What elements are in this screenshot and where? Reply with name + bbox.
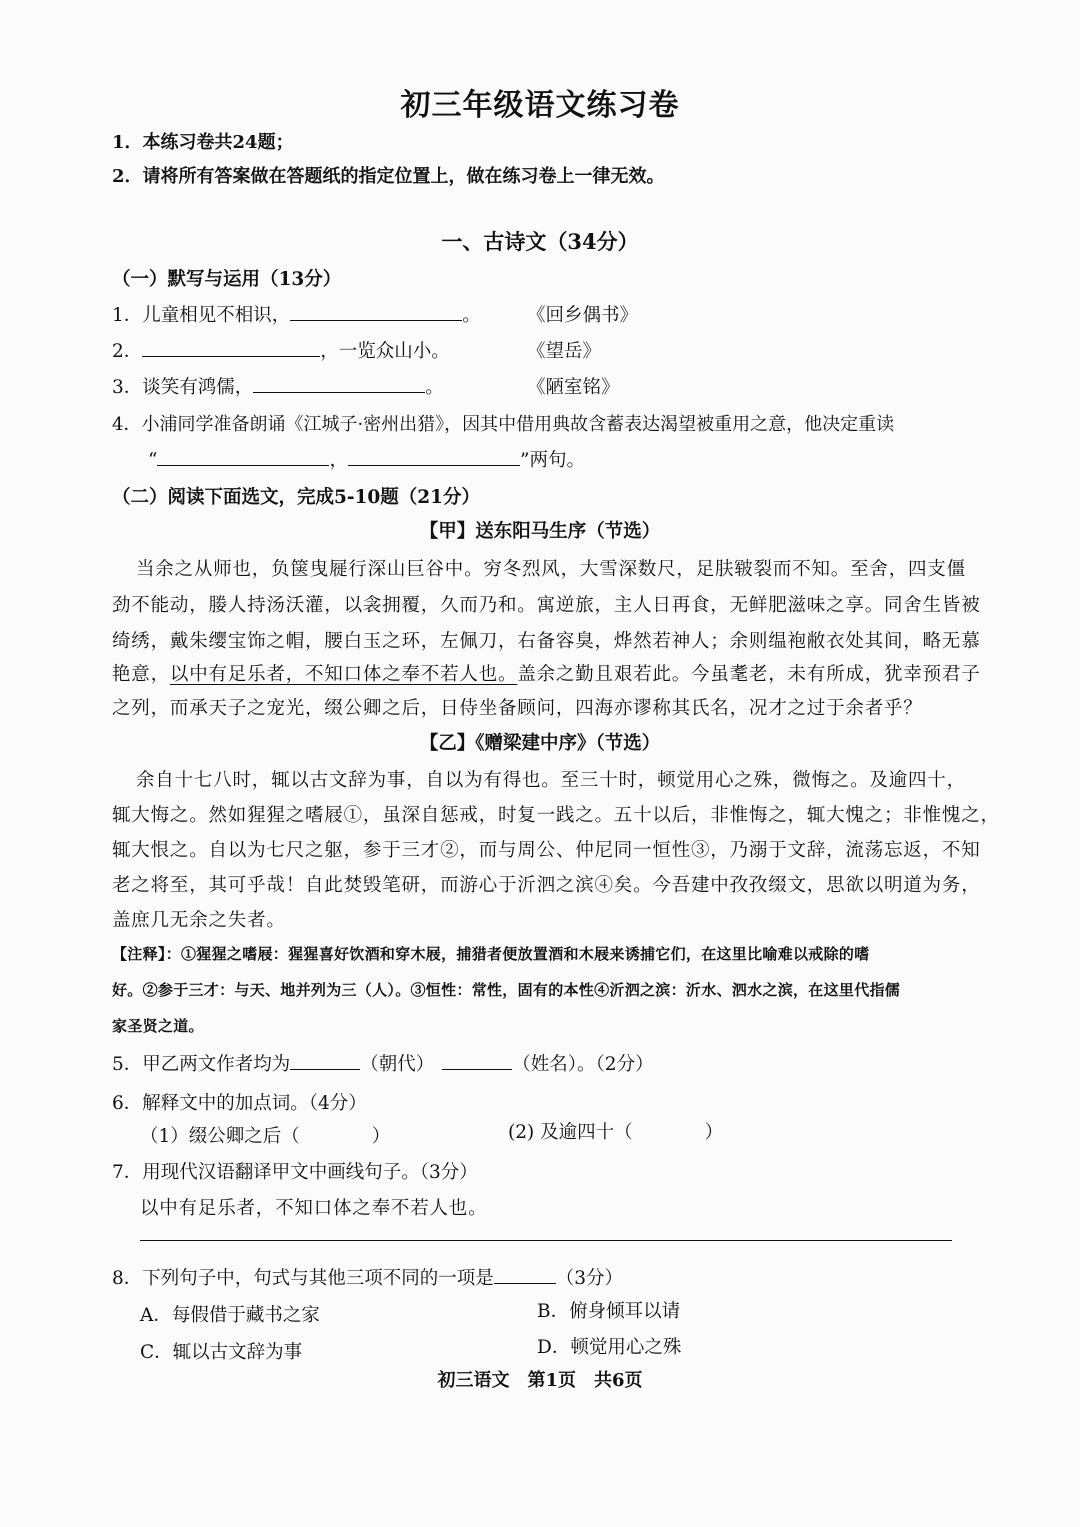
jia-line-4-end: 盖余之勤且艰若此。今虽耄老，未有所成，犹幸预君子 <box>517 664 981 685</box>
q4-comma: ， <box>329 450 348 471</box>
q7-answer-line[interactable] <box>140 1240 952 1241</box>
q4-blank-1[interactable] <box>157 447 329 466</box>
page-title: 初三年级语文练习卷 <box>400 88 680 123</box>
passage-jia-title: 【甲】送东阳马生序（节选） <box>419 521 661 542</box>
q8-points: （3分） <box>555 1268 624 1289</box>
q2-source: 《望岳》 <box>527 341 602 362</box>
yi-line-3: 辄大恨之。自以为七尺之躯，参于三才②，而与周公、仲尼同一恒性③，乃溺于文辞，流荡忘返，不知 <box>112 840 981 861</box>
q8-option-a[interactable]: A．每假借于藏书之家 <box>140 1305 320 1326</box>
q5-blank-dynasty[interactable] <box>290 1051 360 1070</box>
question-1 <box>112 301 481 327</box>
section-title: 一、古诗文（34分） <box>441 229 639 254</box>
yi-line-5: 盖庶几无余之失者。 <box>112 910 286 931</box>
footnote-line-1: 【注释】：①猩猩之嗜屐：猩猩喜好饮酒和穿木屐，捕猎者便放置酒和木屐来诱捕它们，在这里比喻难以戒除的嗜 <box>112 945 870 963</box>
q6-item-1-close: ） <box>371 1126 391 1147</box>
jia-line-5: 之列，而承天子之宠光，缀公卿之后，日侍坐备顾问，四海亦谬称其氏名，况才之过于余者乎？ <box>112 698 923 719</box>
q6-item-2-label: (2) 及逾四十（ <box>508 1122 633 1143</box>
question-5 <box>112 1050 654 1076</box>
q8-option-c[interactable]: C．辄以古文辞为事 <box>140 1342 303 1363</box>
q4-blank-2[interactable] <box>348 447 520 466</box>
q3-blank[interactable] <box>253 374 425 393</box>
q8-option-d[interactable]: D．顿觉用心之殊 <box>537 1337 682 1358</box>
question-6: 6．解释文中的加点词。（4分） <box>112 1093 367 1114</box>
jia-line-4 <box>112 660 981 686</box>
part1-heading: （一）默写与运用（13分） <box>112 269 342 290</box>
jia-underlined-sentence: 以中有足乐者，不知口体之奉不若人也。 <box>169 664 518 685</box>
footnote-line-2: 好。②参于三才：与天、地并列为三（人）。③恒性：常性，固有的本性④沂泗之滨：沂水、泗水之滨，在这里代指儒 <box>112 981 901 999</box>
q2-number: 2． <box>112 341 143 362</box>
question-3 <box>112 373 444 399</box>
q8-option-b[interactable]: B．俯身倾耳以请 <box>537 1301 681 1322</box>
question-4-line2 <box>148 446 585 472</box>
instruction-1: 1．本练习卷共24题； <box>112 132 294 153</box>
page-footer: 初三语文 第1页 共6页 <box>437 1370 643 1391</box>
q1-text: 1．儿童相见不相识， <box>112 305 291 326</box>
footnote-line-3: 家圣贤之道。 <box>112 1017 204 1035</box>
q6-item-1 <box>140 1122 390 1148</box>
jia-line-4-start: 艳意， <box>112 664 170 685</box>
yi-line-4: 老之将至，其可乎哉！自此焚毁笔研，而游心于沂泗之滨④矣。今吾建中孜孜缀文，思欲以明道为务， <box>112 875 981 896</box>
q8-blank[interactable] <box>494 1265 556 1284</box>
yi-line-2: 辄大悔之。然如猩猩之嗜屐①，虽深自惩戒，时复一践之。五十以后，非惟悔之，辄大愧之；非惟愧之， <box>112 805 1000 826</box>
instruction-2: 2．请将所有答案做在答题纸的指定位置上，做在练习卷上一律无效。 <box>112 166 665 187</box>
yi-line-1: 余自十七八时，辄以古文辞为事，自以为有得也。至三十时，顿觉用心之殊，微悔之。及逾四十， <box>136 770 966 791</box>
part2-heading: （二）阅读下面选文，完成5-10题（21分） <box>112 487 481 508</box>
q4-end: ”两句。 <box>519 450 585 471</box>
q6-item-1-label: （1）缀公卿之后（ <box>140 1126 300 1147</box>
q6-item-2-close: ） <box>704 1122 724 1143</box>
q4-open-quote: “ <box>148 450 158 471</box>
q5-dynasty-label: （朝代） <box>360 1054 435 1075</box>
q2-text: ，一览众山小。 <box>320 341 450 362</box>
question-4-line1: 4．小浦同学准备朗诵《江城子·密州出猎》，因其中借用典故含蓄表达渴望被重用之意，他决定重读 <box>112 414 895 435</box>
jia-line-3: 绮绣，戴朱缨宝饰之帽，腰白玉之环，左佩刀，右备容臭，烨然若神人；余则缊袍敝衣处其间，略无慕 <box>112 631 981 652</box>
question-2 <box>112 337 450 363</box>
q2-blank[interactable] <box>142 338 320 357</box>
jia-line-2: 劲不能动，媵人持汤沃灌，以衾拥覆，久而乃和。寓逆旅，主人日再食，无鲜肥滋味之享。同舍生皆被 <box>112 595 981 616</box>
q8-stem: 8．下列句子中，句式与其他三项不同的一项是 <box>112 1268 494 1289</box>
q5-name-label: （姓名）。（2分） <box>512 1054 654 1075</box>
q3-source: 《陋室铭》 <box>527 377 620 398</box>
q3-end: 。 <box>425 377 444 398</box>
question-8 <box>112 1264 623 1290</box>
q1-source: 《回乡偶书》 <box>527 305 639 326</box>
q3-text: 3．谈笑有鸿儒， <box>112 377 254 398</box>
q1-blank[interactable] <box>290 302 462 321</box>
q7-sentence: 以中有足乐者，不知口体之奉不若人也。 <box>140 1198 488 1219</box>
q6-item-2 <box>508 1118 723 1144</box>
q5-blank-name[interactable] <box>442 1051 512 1070</box>
jia-line-1: 当余之从师也，负箧曳屣行深山巨谷中。穷冬烈风，大雪深数尺，足肤皲裂而不知。至舍，四支僵 <box>136 559 966 580</box>
question-7: 7．用现代汉语翻译甲文中画线句子。（3分） <box>112 1162 478 1183</box>
q1-end: 。 <box>462 305 481 326</box>
q5-stem: 5．甲乙两文作者均为 <box>112 1054 291 1075</box>
passage-yi-title: 【乙】《赠梁建中序》（节选） <box>419 733 661 754</box>
